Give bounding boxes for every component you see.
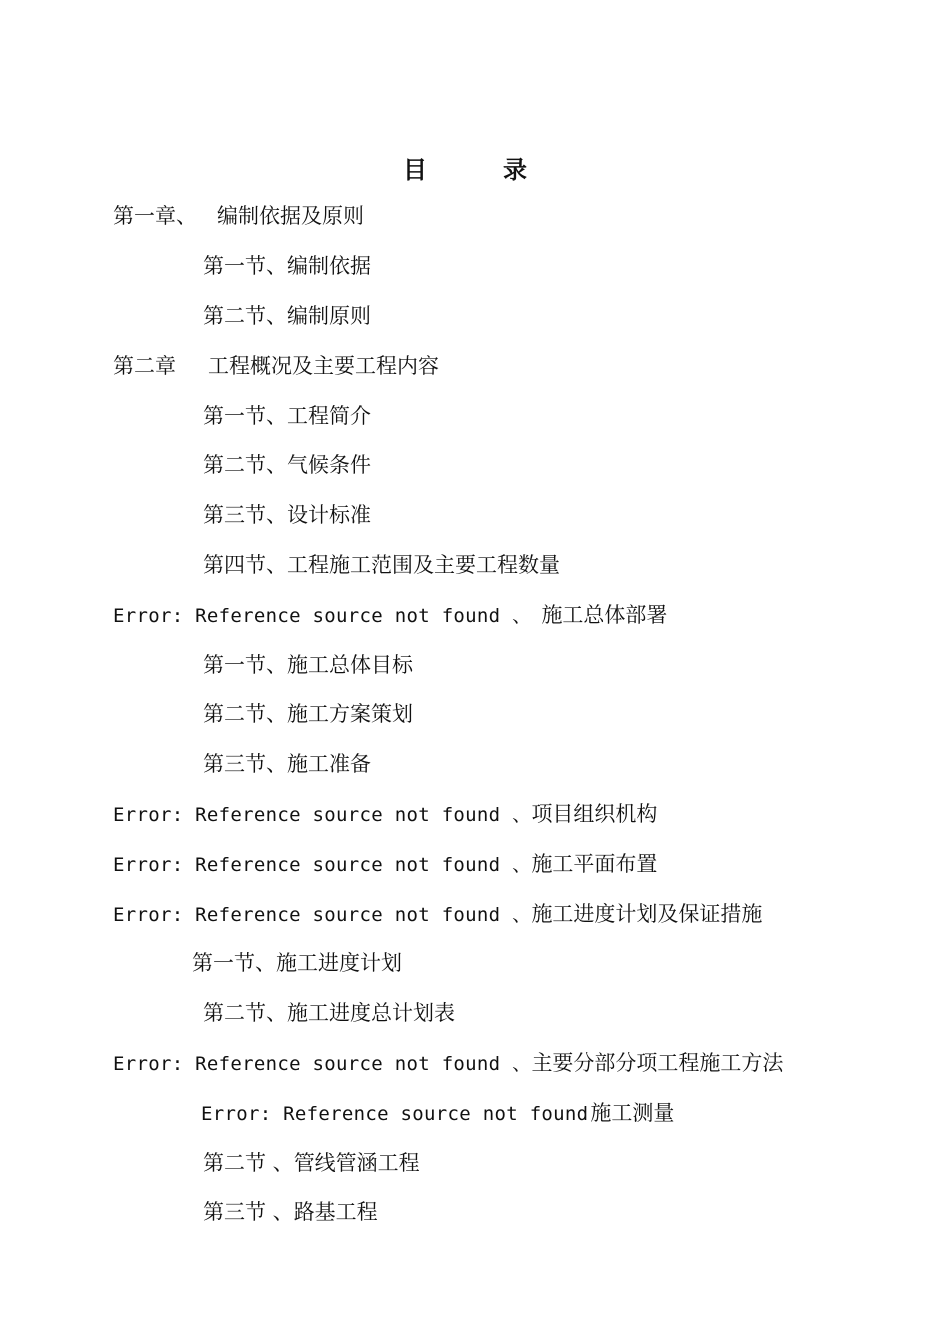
toc-entry-text: 路基工程 [293,1200,378,1224]
toc-entry-text: 施工总体部署 [541,603,668,627]
toc-entry-prefix: 第一章、 [113,204,197,228]
toc-entry-prefix: 第二节、 [203,304,287,328]
toc-entry-text: 管线管涵工程 [293,1151,420,1175]
toc-entry-prefix: 第二节、 [203,1001,287,1025]
toc-entry-text: 工程概况及主要工程内容 [208,354,439,378]
toc-entry-prefix: 第二节、 [203,702,287,726]
toc-entry-text: 项目组织机构 [531,802,658,826]
toc-chapter-entry[interactable] [113,350,439,382]
toc-section-entry[interactable] [203,300,371,332]
toc-chapter-entry[interactable] [113,1047,783,1079]
toc-entry-prefix: Error: Reference source not found 、 [113,854,532,876]
toc-chapter-entry[interactable] [113,848,657,880]
toc-entry-text: 编制依据 [287,254,371,278]
toc-entry-prefix: 第一节、 [203,653,287,677]
toc-entry-text: 编制依据及原则 [217,204,364,228]
toc-entry-text: 施工进度计划 [276,951,402,975]
toc-entry-prefix: Error: Reference source not found 、 [113,804,532,826]
toc-entry-text: 主要分部分项工程施工方法 [531,1051,784,1075]
toc-entry-text: 工程简介 [287,404,371,428]
toc-entry-prefix: 第三节、 [203,752,287,776]
toc-section-entry[interactable] [203,698,413,730]
toc-entry-text: 施工进度计划及保证措施 [531,902,763,926]
toc-section-entry[interactable] [203,1196,378,1228]
toc-entry-prefix: 第三节、 [203,503,287,527]
toc-section-entry[interactable] [203,449,371,481]
toc-entry-prefix: 第一节、 [203,404,287,428]
toc-entry-prefix: 第二章 [113,354,176,378]
toc-section-entry[interactable] [201,1097,674,1129]
toc-entry-prefix: Error: Reference source not found 、 [113,904,532,926]
toc-entry-text: 气候条件 [287,453,371,477]
toc-entry-text: 工程施工范围及主要工程数量 [287,553,560,577]
toc-entry-prefix: 第一节、 [192,951,276,975]
toc-chapter-entry[interactable] [113,599,667,631]
toc-section-entry[interactable] [203,997,455,1029]
toc-entry-prefix: 第三节 、 [203,1200,294,1224]
toc-entry-prefix: 第二节 、 [203,1151,294,1175]
toc-chapter-entry[interactable] [113,200,364,232]
toc-entry-prefix: Error: Reference source not found [201,1103,589,1125]
toc-section-entry[interactable] [203,499,371,531]
toc-chapter-entry[interactable] [113,898,762,930]
toc-entry-text: 施工平面布置 [531,852,658,876]
toc-entry-text: 施工方案策划 [287,702,413,726]
toc-entry-text: 编制原则 [287,304,371,328]
toc-entry-prefix: 第四节、 [203,553,287,577]
toc-section-entry[interactable] [203,1147,420,1179]
toc-title: 目 录 [403,155,553,184]
toc-entry-prefix: 第二节、 [203,453,287,477]
toc-entry-text: 施工准备 [287,752,371,776]
toc-entry-prefix: 第一节、 [203,254,287,278]
toc-section-entry[interactable] [203,649,413,681]
toc-section-entry[interactable] [203,400,371,432]
toc-entry-text: 施工总体目标 [287,653,413,677]
toc-chapter-entry[interactable] [113,798,657,830]
toc-entry-text: 设计标准 [287,503,371,527]
toc-entry-text: 施工进度总计划表 [287,1001,455,1025]
toc-section-entry[interactable] [203,549,560,581]
toc-entry-prefix: Error: Reference source not found 、 [113,1053,532,1075]
toc-section-entry[interactable] [203,250,371,282]
toc-section-entry[interactable] [203,748,371,780]
toc-section-entry[interactable] [192,947,402,979]
toc-entry-text: 施工测量 [590,1101,675,1125]
toc-entry-prefix: Error: Reference source not found 、 [113,605,532,627]
